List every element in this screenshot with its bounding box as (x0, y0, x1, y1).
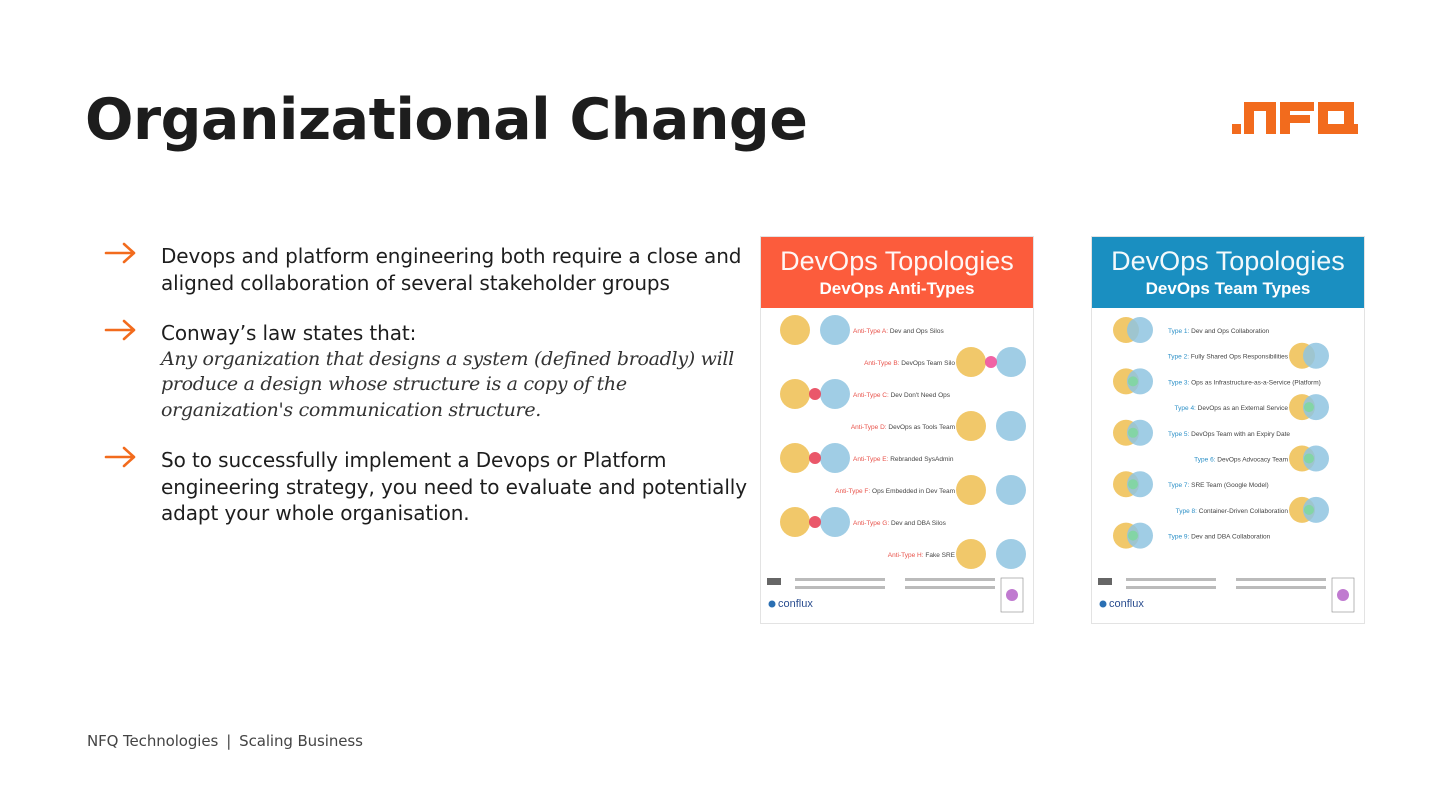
row-text: Ops as Infrastructure-as-a-Service (Platform) (1191, 379, 1321, 387)
slide-title: Organizational Change (85, 87, 808, 153)
devops-circle (1128, 376, 1138, 386)
row-text: Dev and DBA Collaboration (1191, 533, 1271, 541)
arrow-right-icon (104, 446, 138, 468)
dev-circle (956, 475, 986, 505)
poster-row-label (888, 552, 956, 559)
poster-row-label (1176, 508, 1289, 515)
poster-row-label (1168, 431, 1290, 438)
row-text: Fake SRE (925, 552, 955, 559)
poster-diagram (1092, 308, 1364, 623)
devops-circle (809, 452, 821, 464)
poster-row-label (853, 328, 944, 335)
poster-header (761, 237, 1033, 308)
poster-row-label (1168, 482, 1269, 489)
poster-row (1176, 497, 1329, 523)
row-prefix: Type 4: (1174, 405, 1198, 413)
poster-row (780, 443, 954, 473)
poster-row-label (835, 488, 955, 495)
dev-circle (780, 507, 810, 537)
nfq-logo (1232, 98, 1360, 136)
ops-circle (996, 539, 1026, 569)
row-prefix: Type 3: (1168, 379, 1192, 387)
poster-row (851, 411, 1026, 441)
poster-row-label (1194, 457, 1288, 464)
row-text: Dev and DBA Silos (890, 520, 946, 527)
bullet-text: So to successfully implement a Devops or Platform engineering strategy, you need to evaluate and potentially adapt your whole organisation. (161, 448, 747, 525)
row-text: DevOps Team with an Expiry Date (1191, 430, 1290, 438)
fine-print-line (795, 578, 885, 581)
row-prefix: Anti-Type G: (853, 520, 891, 527)
devops-circle (1304, 402, 1314, 412)
dev-circle (956, 539, 986, 569)
row-prefix: Type 8: (1175, 507, 1199, 515)
row-text: DevOps Team Silo (901, 360, 955, 367)
bullet-text: Conway’s law states that: (161, 321, 417, 345)
bullet-item (104, 243, 754, 296)
poster-row-label (853, 520, 947, 527)
poster-row (1175, 394, 1329, 420)
cc-license-icon (767, 578, 781, 585)
devops-circle (1304, 454, 1314, 464)
row-prefix: Anti-Type B: (864, 360, 902, 367)
conflux-brand: conflux (778, 598, 813, 610)
footer-separator: | (226, 732, 232, 750)
arrow-right-icon (104, 242, 138, 264)
row-prefix: Type 5: (1168, 430, 1192, 438)
bullet-list (104, 243, 754, 551)
conflux-logo-dot (769, 601, 776, 608)
thumb-circle (1337, 589, 1349, 601)
poster-row-label (1168, 379, 1321, 386)
poster-header (1092, 237, 1364, 308)
row-text: Ops Embedded in Dev Team (872, 488, 955, 495)
row-text: Dev and Ops Collaboration (1191, 328, 1270, 335)
row-prefix: Anti-Type E: (853, 456, 891, 463)
row-text: Fully Shared Ops Responsibilities (1190, 353, 1288, 361)
poster-subtitle: DevOps Team Types (1145, 279, 1311, 298)
poster-anti-types (760, 236, 1034, 624)
row-prefix: Type 6: (1194, 456, 1218, 464)
poster-title: DevOps Topologies (1111, 246, 1345, 276)
devops-circle (809, 516, 821, 528)
row-prefix: Anti-Type H: (887, 552, 926, 559)
ops-circle (996, 411, 1026, 441)
poster-diagram (761, 308, 1033, 623)
conflux-brand: conflux (1109, 598, 1144, 610)
poster-row-label (851, 424, 955, 431)
poster-row (780, 507, 947, 537)
footer-company: NFQ Technologies (87, 732, 219, 750)
bullet-item (104, 447, 754, 527)
conway-quote: Any organization that designs a system (defined broadly) will produce a design whose structure is a copy of the organization's communication structure. (161, 347, 734, 421)
row-prefix: Anti-Type A: (853, 328, 890, 335)
devops-circle (985, 356, 997, 368)
poster-row (835, 475, 1026, 505)
dev-circle (956, 347, 986, 377)
footer (87, 732, 363, 750)
thumb-circle (1006, 589, 1018, 601)
row-prefix: Anti-Type C: (853, 392, 891, 399)
poster-row (864, 347, 1026, 377)
poster-row (1194, 446, 1329, 472)
row-text: Dev and Ops Silos (889, 328, 944, 335)
ops-circle (820, 443, 850, 473)
dev-circle (780, 315, 810, 345)
row-text: Dev Don't Need Ops (890, 392, 950, 399)
fine-print-line (795, 586, 885, 589)
devops-circle (1128, 479, 1138, 489)
poster-row-label (853, 456, 954, 463)
ops-circle (820, 315, 850, 345)
poster-title: DevOps Topologies (780, 246, 1014, 276)
row-prefix: Type 9: (1168, 533, 1192, 541)
conflux-logo-dot (1100, 601, 1107, 608)
bullet-item (104, 320, 754, 423)
row-text: Container-Driven Collaboration (1198, 507, 1288, 515)
row-prefix: Type 1: (1168, 328, 1192, 335)
ops-circle (996, 347, 1026, 377)
bullet-text: Devops and platform engineering both require a close and aligned collaboration of several stakeholder groups (161, 244, 742, 295)
devops-circle (1128, 531, 1138, 541)
poster-row-label (1168, 354, 1289, 361)
footer-tagline: Scaling Business (239, 732, 363, 750)
poster-row-label (853, 392, 951, 399)
poster-row (1168, 343, 1329, 369)
row-text: DevOps as Tools Team (888, 424, 955, 431)
fine-print-line (1126, 578, 1216, 581)
ops-circle (1127, 317, 1153, 343)
poster-subtitle: DevOps Anti-Types (819, 279, 975, 298)
row-prefix: Type 7: (1168, 482, 1192, 490)
poster-team-types (1091, 236, 1365, 624)
poster-row (1113, 523, 1271, 549)
dev-circle (780, 443, 810, 473)
row-text: DevOps Advocacy Team (1217, 456, 1288, 464)
fine-print-line (1236, 578, 1326, 581)
ops-circle (820, 379, 850, 409)
row-text: SRE Team (Google Model) (1191, 482, 1269, 490)
poster-row-label (1168, 328, 1270, 335)
dev-circle (780, 379, 810, 409)
ops-circle (820, 507, 850, 537)
poster-row (888, 539, 1026, 569)
fine-print-line (1236, 586, 1326, 589)
poster-row (780, 379, 951, 409)
row-prefix: Anti-Type F: (835, 488, 873, 495)
cc-license-icon (1098, 578, 1112, 585)
arrow-right-icon (104, 319, 138, 341)
poster-row (1113, 471, 1269, 497)
fine-print-line (1126, 586, 1216, 589)
row-text: Rebranded SysAdmin (890, 456, 954, 463)
poster-row-label (864, 360, 955, 367)
devops-circle (809, 388, 821, 400)
poster-row-label (1168, 534, 1271, 541)
devops-circle (1128, 428, 1138, 438)
fine-print-line (905, 586, 995, 589)
poster-row (1113, 317, 1270, 343)
row-prefix: Anti-Type D: (850, 424, 889, 431)
devops-circle (1304, 505, 1314, 515)
poster-row-label (1175, 405, 1289, 412)
poster-row (1113, 420, 1290, 446)
dev-circle (956, 411, 986, 441)
poster-row (780, 315, 944, 345)
row-prefix: Type 2: (1167, 353, 1191, 361)
ops-circle (996, 475, 1026, 505)
fine-print-line (905, 578, 995, 581)
row-text: DevOps as an External Service (1197, 405, 1288, 413)
ops-circle (1303, 343, 1329, 369)
poster-row (1113, 368, 1321, 394)
